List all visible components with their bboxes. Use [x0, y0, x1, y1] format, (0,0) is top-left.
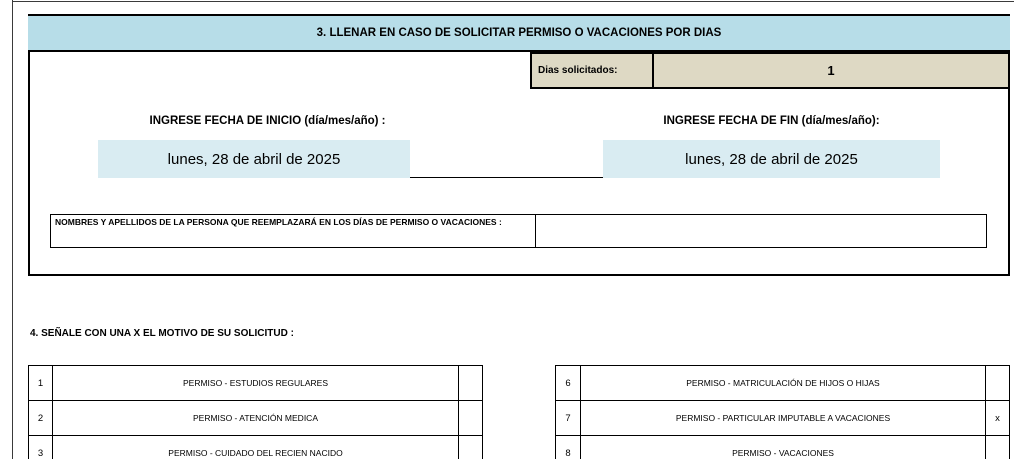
motive-row-mark-cell[interactable]	[459, 401, 482, 436]
dias-solicitados-label: Dias solicitados:	[532, 54, 654, 87]
motive-row-label: PERMISO - ESTUDIOS REGULARES	[53, 366, 459, 401]
motive-row-label: PERMISO - PARTICULAR IMPUTABLE A VACACIONES	[581, 401, 986, 436]
motive-row-mark-cell[interactable]	[986, 436, 1009, 459]
reemplazo-value-cell[interactable]	[536, 215, 986, 247]
motive-row-number: 6	[556, 366, 581, 401]
dias-solicitados-value-cell[interactable]: 1	[827, 63, 835, 78]
section3-header	[28, 16, 1010, 52]
motive-row-label: PERMISO - VACACIONES	[581, 436, 986, 459]
reemplazo-row	[50, 214, 987, 248]
motive-row-mark-cell[interactable]	[459, 436, 482, 459]
motive-row-number: 8	[556, 436, 581, 459]
section4-title: 4. SEÑALE CON UNA X EL MOTIVO DE SU SOLICITUD :	[30, 328, 294, 339]
dias-solicitados-row	[530, 52, 1010, 89]
fecha-inicio-field[interactable]: lunes, 28 de abril de 2025	[98, 140, 410, 178]
motive-row-number: 7	[556, 401, 581, 436]
motive-row-label: PERMISO - ATENCIÓN MEDICA	[53, 401, 459, 436]
fecha-inicio-label: INGRESE FECHA DE INICIO (día/mes/año) :	[149, 115, 386, 127]
motive-row-label: PERMISO - CUIDADO DEL RECIEN NACIDO	[53, 436, 459, 459]
page-boundary-topline	[12, 1, 1014, 2]
motive-row-number: 3	[29, 436, 53, 459]
section3-title: 3. LLENAR EN CASO DE SOLICITAR PERMISO O VACACIONES POR DIAS	[316, 27, 722, 39]
motive-row-mark-cell[interactable]	[986, 366, 1009, 401]
motive-table-left	[28, 365, 483, 459]
motive-table-right	[555, 365, 1010, 459]
motive-row-number: 2	[29, 401, 53, 436]
fecha-fin-field[interactable]: lunes, 28 de abril de 2025	[603, 140, 940, 178]
motive-row-mark-cell[interactable]: x	[986, 401, 1009, 436]
empty-cell-underline	[410, 177, 603, 178]
page-boundary-vline	[12, 0, 13, 459]
motive-row-mark-cell[interactable]	[459, 366, 482, 401]
motive-row-label: PERMISO - MATRICULACIÓN DE HIJOS O HIJAS	[581, 366, 986, 401]
fecha-fin-label: INGRESE FECHA DE FIN (día/mes/año):	[663, 115, 880, 127]
motive-row-number: 1	[29, 366, 53, 401]
reemplazo-label: NOMBRES Y APELLIDOS DE LA PERSONA QUE REEMPLAZARÁ EN LOS DÍAS DE PERMISO O VACACIONES :	[51, 215, 536, 247]
